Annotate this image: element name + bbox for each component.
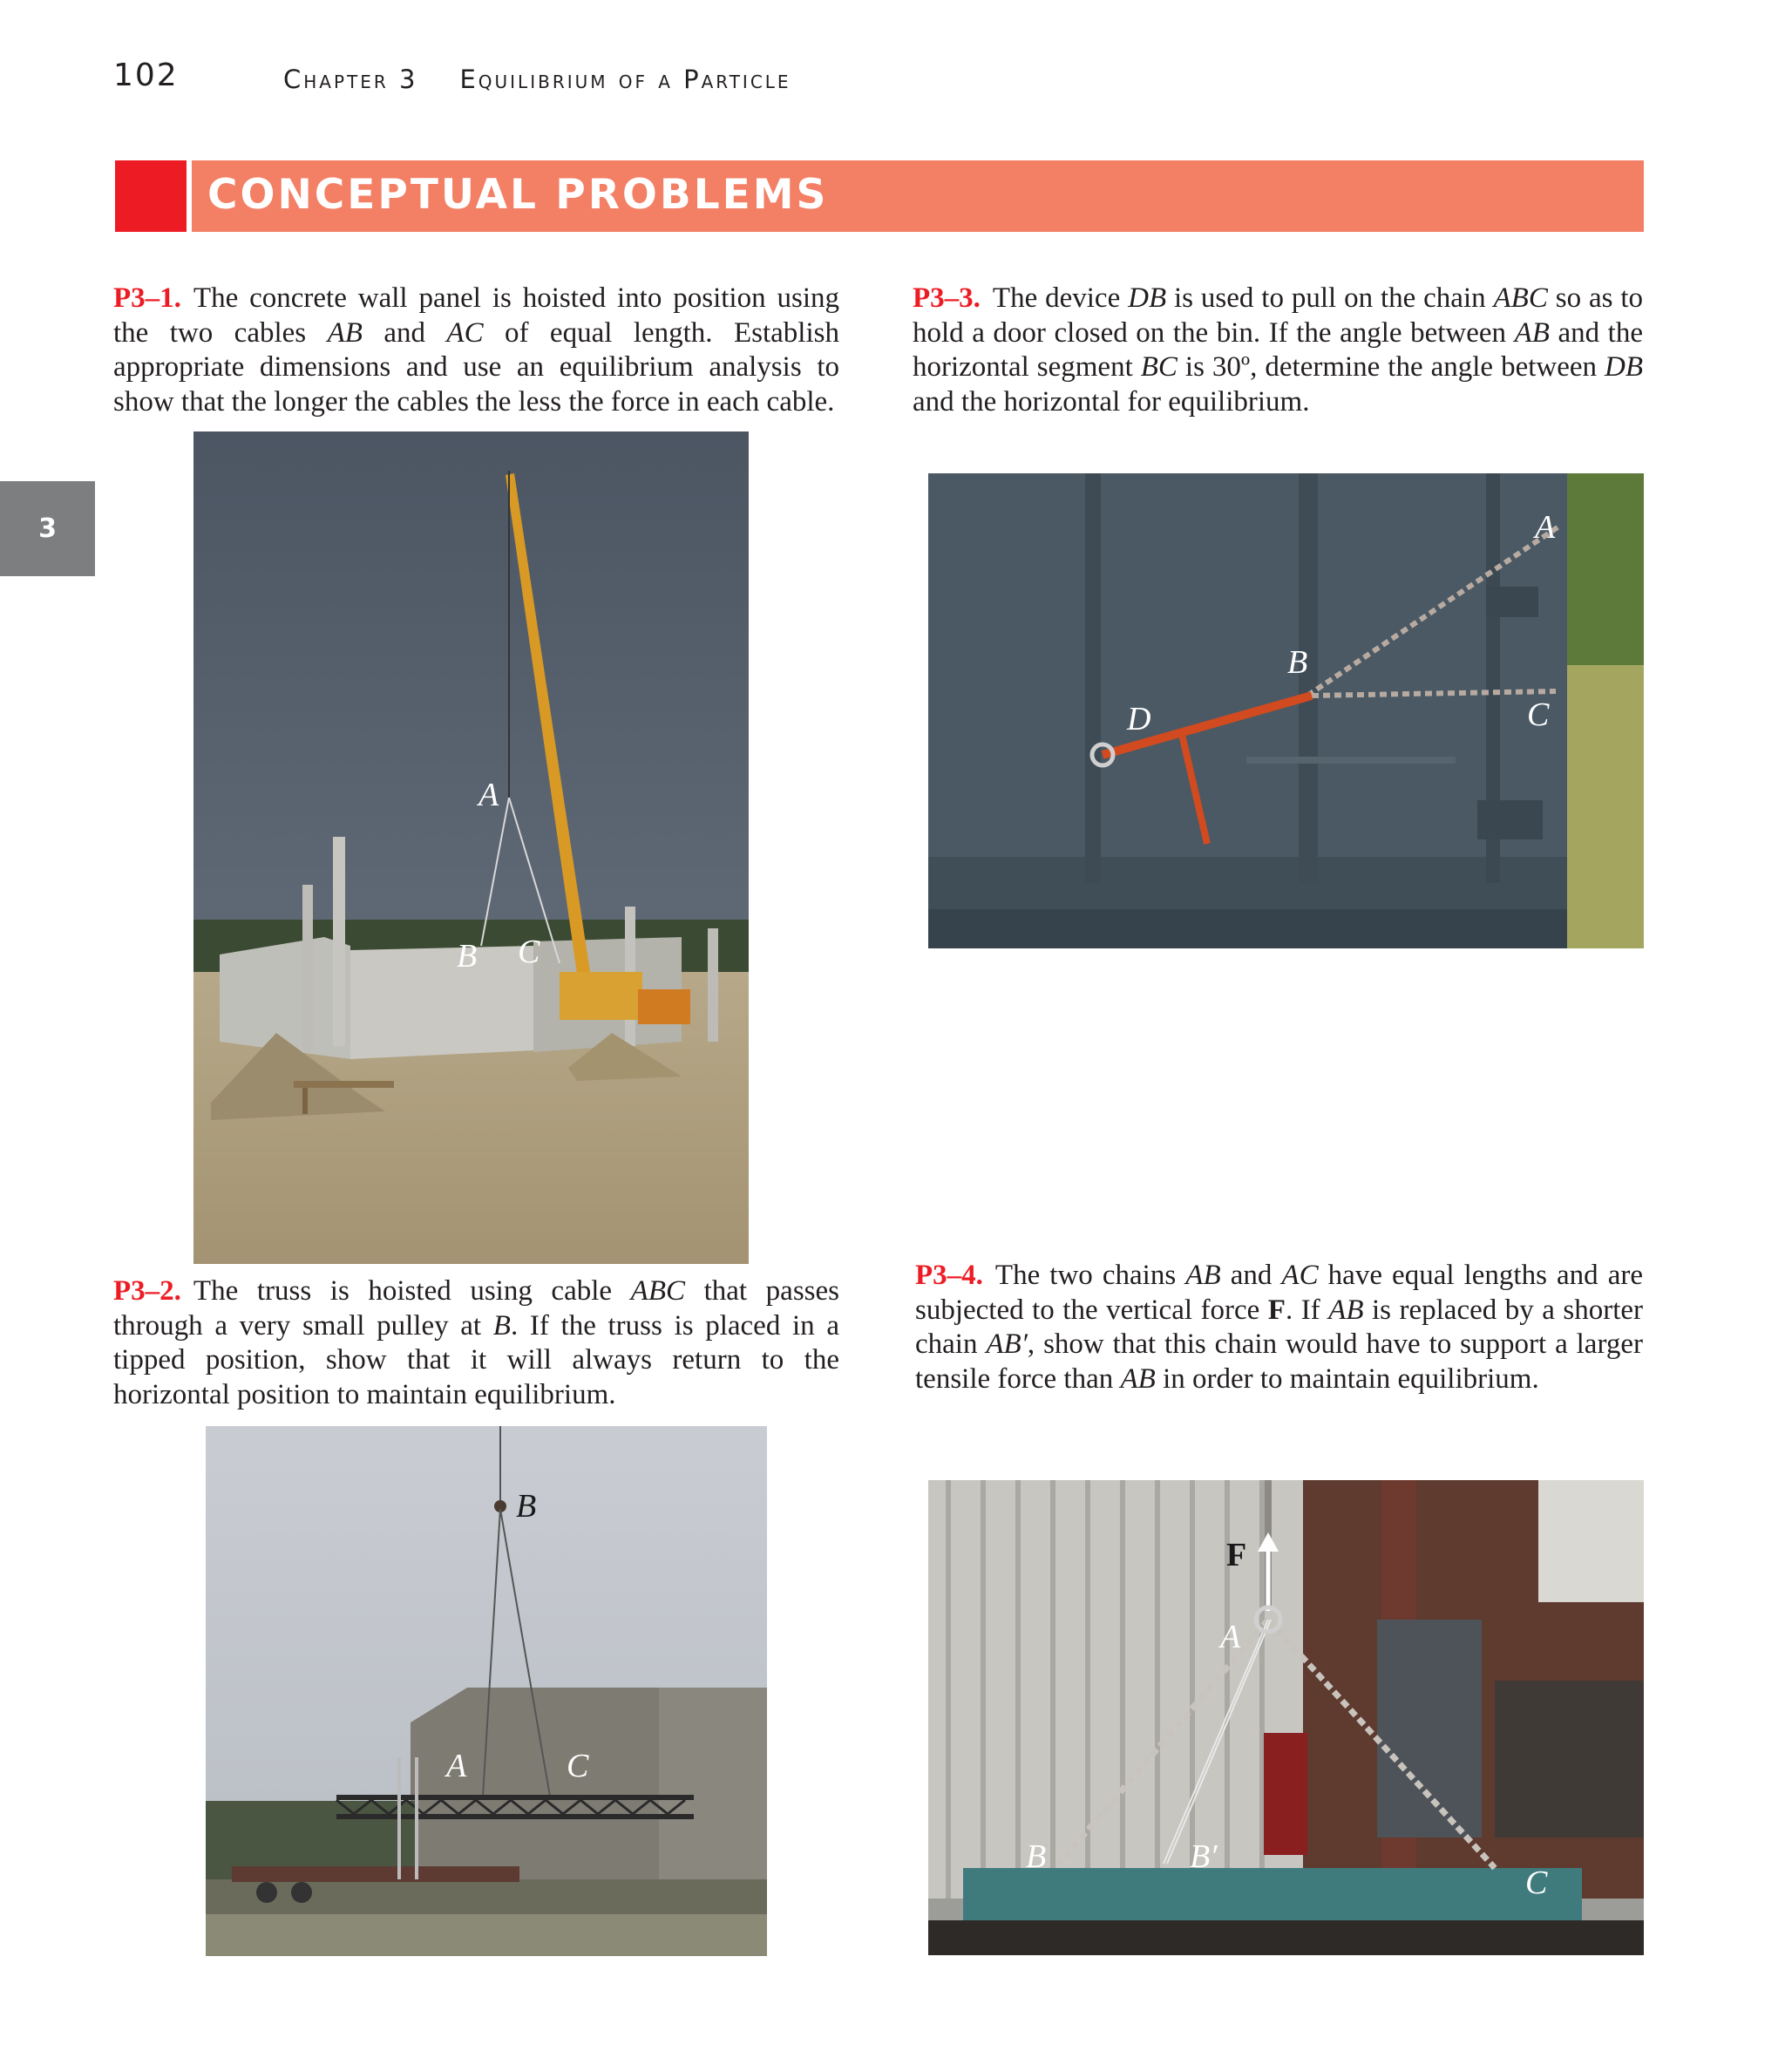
label-c: C: [567, 1748, 589, 1784]
label-b: B: [1026, 1838, 1047, 1875]
label-b: B: [516, 1488, 537, 1525]
chains-photo: [928, 1480, 1644, 1955]
problem-p3-2: P3–2. The truss is hoisted using cable ABC that passes through a very small pulley at B. If the truss is placed in a tipped position, show that it will always return to the horizontal position to maintain equilibrium.: [113, 1275, 839, 1410]
running-head: [283, 65, 791, 94]
chapter-label: Chapter 3: [283, 65, 418, 94]
bin-photo: [928, 473, 1644, 948]
page-number: 102: [113, 58, 179, 93]
problem-p3-1: P3–1. The concrete wall panel is hoisted into position using the two cables AB and AC of equal length. Establish appropriate dimensions and use an equilibrium analysis to show that the longer the cables the less the force in each cable.: [113, 282, 839, 418]
label-a: A: [478, 777, 499, 813]
label-b: B: [457, 938, 478, 975]
label-f: F: [1226, 1537, 1247, 1573]
label-a: A: [1535, 509, 1556, 546]
banner-accent: [115, 160, 187, 232]
label-c: C: [518, 934, 540, 970]
truss-photo: [206, 1426, 767, 1956]
problem-number: P3–4.: [915, 1260, 983, 1291]
label-b-prime: B′: [1190, 1838, 1218, 1875]
problem-number: P3–2.: [113, 1275, 181, 1307]
chapter-title: Equilibrium of a Particle: [459, 65, 791, 94]
label-a: A: [1220, 1619, 1241, 1655]
problem-number: P3–3.: [913, 282, 981, 314]
crane-photo: [193, 431, 749, 1264]
label-c: C: [1527, 696, 1550, 733]
label-d: D: [1127, 701, 1151, 737]
label-c: C: [1525, 1865, 1548, 1901]
label-a: A: [446, 1748, 467, 1784]
problem-p3-4: P3–4. The two chains AB and AC have equal lengths and are subjected to the vertical force F. If AB is replaced by a shorter chain AB′, show that this chain would have to support a larger tensile force than AB in order to maintain equilibrium.: [915, 1260, 1644, 1395]
label-b: B: [1287, 644, 1308, 681]
section-title: CONCEPTUAL PROBLEMS: [207, 171, 829, 219]
problem-number: P3–1.: [113, 282, 181, 314]
problem-p3-3: P3–3. The device DB is used to pull on the chain ABC so as to hold a door closed on the bin. If the angle between AB and the horizontal segment BC is 30º, determine the angle between DB and the horizontal for equilibrium.: [913, 282, 1644, 418]
chapter-thumb-tab: 3: [0, 481, 95, 576]
